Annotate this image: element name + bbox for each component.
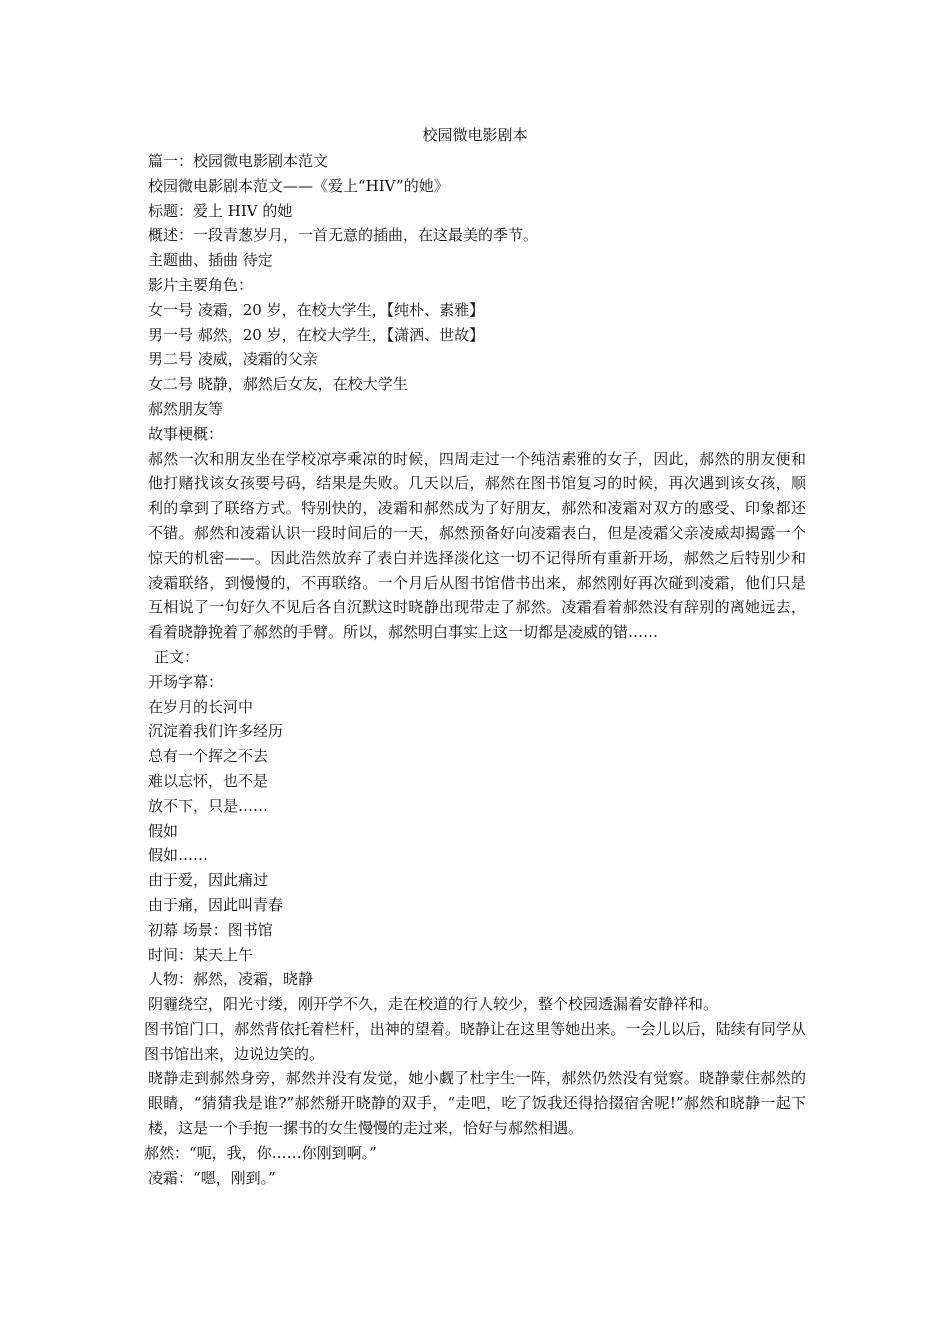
caption-line: 放不下，只是…… [148, 796, 269, 815]
dialogue-line: 郝然：“呃，我，你……你刚到啊。” [144, 1143, 377, 1162]
caption-line: 由于爱，因此痛过 [148, 871, 269, 890]
main-roles-heading: 影片主要角色： [148, 275, 254, 294]
document-title: 校园微电影剧本 [422, 126, 528, 144]
caption-line: 沉淀着我们许多经历 [148, 722, 284, 741]
role-line: 男二号 凌威，凌霜的父亲 [148, 350, 318, 369]
synopsis-heading: 故事梗概： [148, 424, 224, 443]
film-title-line: 标题：爱上 HIV 的她 [148, 201, 293, 220]
dialogue-line: 凌霜：“嗯，刚到。” [148, 1168, 276, 1187]
caption-line: 由于痛，因此叫青春 [148, 895, 284, 914]
meeting-paragraph: 晓静走到郝然身旁，郝然并没有发觉，她小觑了杜宇生一阵，郝然仍然没有觉察。晓静蒙住郝然的眼睛，“猜猜我是谁?”郝然掰开晓静的双手，“走吧，吃了饭我还得拾掇宿舍呢!”郝然和晓静一起下楼，这是一个手抱一摞书的女生慢慢的走过来，恰好与郝然相遇。 [148, 1069, 806, 1138]
scene-description-line: 阴霾绕空，阳光寸缕，刚开学不久，走在校道的行人较少，整个校园透漏着安静祥和。 [148, 995, 719, 1014]
library-paragraph: 图书馆门口，郝然背依托着栏杆，出神的望着。晓静让在这里等她出来。一会儿以后，陆续有同学从图书馆出来，边说边笑的。 [144, 1019, 806, 1063]
role-line: 郝然朋友等 [148, 399, 224, 418]
caption-line: 假如…… [148, 846, 209, 865]
caption-line: 在岁月的长河中 [148, 697, 254, 716]
role-line: 男一号 郝然，20 岁，在校大学生，【潇洒、世故】 [148, 325, 485, 344]
characters-line: 人物：郝然，凌霜，晓静 [148, 970, 314, 989]
overview-line: 概述：一段青葱岁月，一首无意的插曲，在这最美的季节。 [148, 226, 539, 245]
synopsis-paragraph: 郝然一次和朋友坐在学校凉亭乘凉的时候，四周走过一个纯洁素雅的女子，因此，郝然的朋友便和他打赌找该女孩要号码，结果是失败。几天以后，郝然在图书馆复习的时候，再次遇到该女孩，顺利的拿到了联络方式。特别快的，凌霜和郝然成为了好朋友，郝然和凌霜对双方的感受、印象都还不错。郝然和凌霜认识一段时间后的一天，郝然预备好向凌霜表白，但是凌霜父亲凌威却揭露一个惊天的机密——。因此浩然放弃了表白并选择淡化这一切不记得所有重新开场，郝然之后特别少和凌霜联络，到慢慢的，不再联络。一个月后从图书馆借书出来，郝然刚好再次碰到凌霜，他们只是互相说了一句好久不见后各自沉默这时晓静出现带走了郝然。凌霜看着郝然没有辞别的离她远去，看着晓静挽着了郝然的手臂。所以，郝然明白事实上这一切都是凌威的错…… [148, 449, 806, 642]
caption-line: 难以忘怀，也不是 [148, 771, 269, 790]
caption-line: 假如 [148, 821, 179, 840]
role-line: 女二号 晓静，郝然后女友，在校大学生 [148, 375, 408, 394]
opening-caption-heading: 开场字幕： [148, 672, 224, 691]
section-heading: 篇一：校园微电影剧本范文 [148, 152, 329, 170]
time-line: 时间：某天上午 [148, 945, 254, 964]
body-heading: 正文： [154, 647, 200, 666]
scene-line: 初幕 场景：图书馆 [148, 920, 273, 939]
role-line: 女一号 凌霜，20 岁，在校大学生，【纯朴、素雅】 [148, 300, 485, 319]
script-title-line: 校园微电影剧本范文——《爱上“HIV”的她》 [148, 176, 449, 195]
theme-song-line: 主题曲、插曲 待定 [148, 251, 273, 270]
caption-line: 总有一个挥之不去 [148, 747, 269, 766]
document-body [144, 149, 806, 1190]
